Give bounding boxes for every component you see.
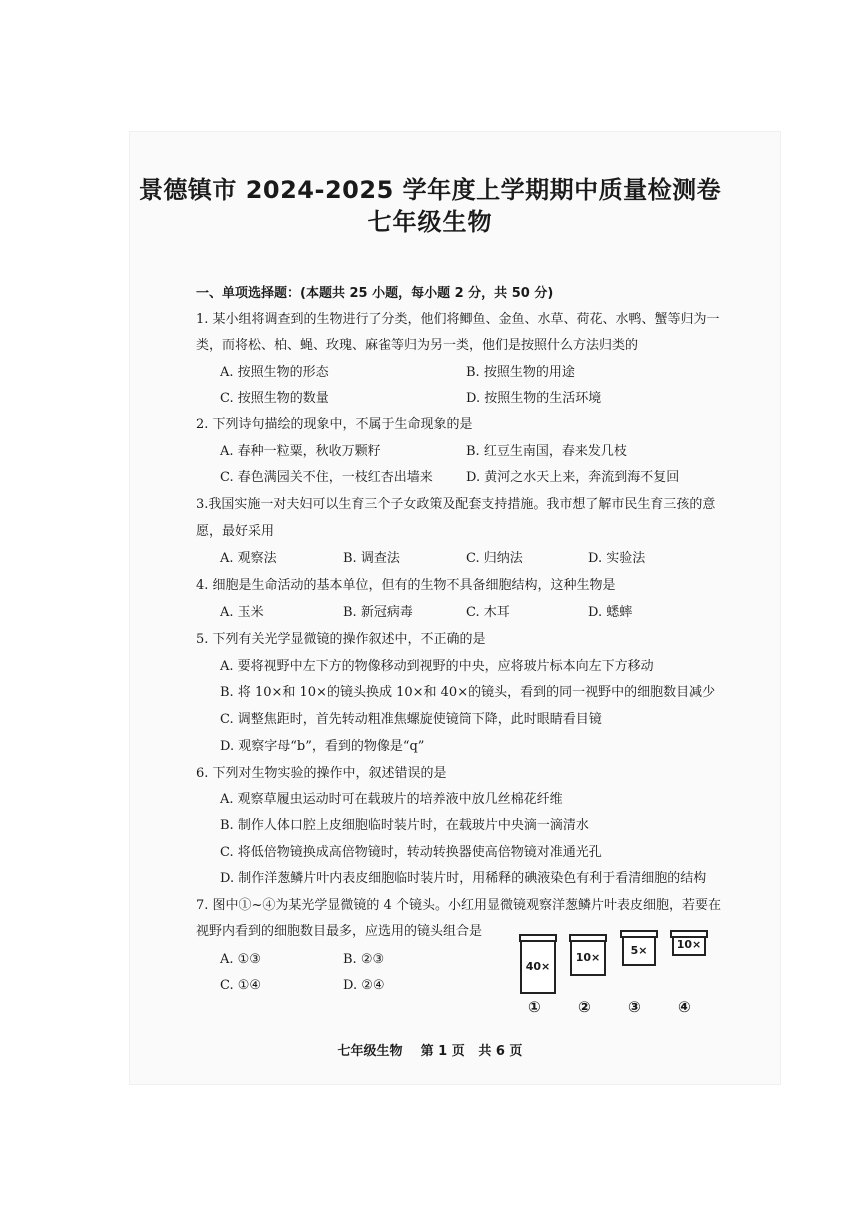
q3-stem-line2: 愿，最好采用 — [196, 524, 275, 539]
q7-option-b: B. ②③ — [343, 952, 385, 967]
objective-lens-2 — [570, 938, 606, 976]
lens-rim — [620, 930, 658, 938]
q7-option-a: A. ①③ — [220, 952, 261, 967]
eyepiece-lens-4 — [672, 934, 706, 956]
q1-option-c: C. 按照生物的数量 — [220, 391, 329, 406]
q7-stem-line2: 视野内看到的细胞数目最多，应选用的镜头组合是 — [196, 924, 483, 939]
q5-option-d: D. 观察字母“b”，看到的物像是“q” — [220, 739, 425, 754]
q2-option-b: B. 红豆生南国，春来发几枝 — [466, 444, 627, 459]
eyepiece-lens-3 — [622, 934, 656, 966]
q2-option-a: A. 春种一粒粟，秋收万颗籽 — [220, 444, 381, 459]
q3-option-d: D. 实验法 — [588, 551, 646, 566]
q1-stem-line2: 类，而将松、柏、蝇、玫瑰、麻雀等归为另一类，他们是按照什么方法归类的 — [196, 338, 639, 353]
q5-option-b: B. 将 10×和 10×的镜头换成 10×和 40×的镜头，看到的同一视野中的细胞数目减少 — [220, 685, 716, 700]
q4-stem: 4. 细胞是生命活动的基本单位，但有的生物不具备细胞结构，这种生物是 — [196, 578, 616, 593]
q3-option-b: B. 调查法 — [343, 551, 400, 566]
q6-option-d: D. 制作洋葱鳞片叶内表皮细胞临时装片时，用稀释的碘液染色有利于看清细胞的结构 — [220, 871, 707, 886]
lens-2-label: 10× — [575, 951, 601, 964]
lens-rim — [519, 934, 557, 942]
objective-lens-1 — [520, 938, 556, 994]
q5-option-c: C. 调整焦距时，首先转动粗准焦螺旋使镜筒下降，此时眼睛看目镜 — [220, 712, 602, 727]
q6-option-b: B. 制作人体口腔上皮细胞临时装片时，在载玻片中央滴一滴清水 — [220, 818, 589, 833]
q1-option-a: A. 按照生物的形态 — [220, 365, 329, 380]
q2-stem: 2. 下列诗句描绘的现象中，不属于生命现象的是 — [196, 417, 473, 432]
q7-option-c: C. ①④ — [220, 978, 262, 993]
q7-stem-line1: 7. 图中①~④为某光学显微镜的 4 个镜头。小红用显微镜观察洋葱鳞片叶表皮细胞，若要在 — [196, 898, 721, 913]
q4-option-c: C. 木耳 — [466, 605, 510, 620]
lens-4-label: 10× — [676, 938, 702, 951]
lens-4-number: ④ — [678, 998, 691, 1016]
q1-stem-line1: 1. 某小组将调查到的生物进行了分类，他们将鲫鱼、金鱼、水草、荷花、水鸭、蟹等归为一 — [196, 312, 720, 327]
section-heading: 一、单项选择题：(本题共 25 小题，每小题 2 分，共 50 分) — [196, 286, 554, 301]
lens-1-label: 40× — [525, 960, 551, 973]
q3-option-a: A. 观察法 — [220, 551, 277, 566]
lens-rim — [670, 930, 708, 938]
lens-2-number: ② — [578, 998, 591, 1016]
q2-option-c: C. 春色满园关不住，一枝红杏出墙来 — [220, 470, 433, 485]
q7-option-d: D. ②④ — [343, 978, 385, 993]
q1-option-b: B. 按照生物的用途 — [466, 365, 575, 380]
q4-option-a: A. 玉米 — [220, 605, 264, 620]
q5-option-a: A. 要将视野中左下方的物像移动到视野的中央，应将玻片标本向左下方移动 — [220, 659, 654, 674]
q4-option-d: D. 蟋蟀 — [588, 605, 633, 620]
lens-figure — [514, 926, 726, 1018]
q4-option-b: B. 新冠病毒 — [343, 605, 413, 620]
page-footer: 七年级生物 第 1 页 共 6 页 — [337, 1044, 523, 1059]
q6-option-a: A. 观察草履虫运动时可在载玻片的培养液中放几丝棉花纤维 — [220, 792, 563, 807]
q3-stem-line1: 3.我国实施一对夫妇可以生育三个子女政策及配套支持措施。我市想了解市民生育三孩的意 — [196, 497, 716, 512]
lens-3-label: 5× — [630, 944, 648, 957]
exam-subtitle: 七年级生物 — [367, 208, 493, 236]
q1-option-d: D. 按照生物的生活环境 — [466, 391, 602, 406]
exam-title: 景德镇市 2024-2025 学年度上学期期中质量检测卷 — [138, 176, 722, 204]
lens-rim — [569, 934, 607, 942]
q2-option-d: D. 黄河之水天上来，奔流到海不复回 — [466, 470, 680, 485]
q5-stem: 5. 下列有关光学显微镜的操作叙述中，不正确的是 — [196, 632, 486, 647]
q6-stem: 6. 下列对生物实验的操作中，叙述错误的是 — [196, 766, 447, 781]
lens-3-number: ③ — [628, 998, 641, 1016]
q6-option-c: C. 将低倍物镜换成高倍物镜时，转动转换器使高倍物镜对准通光孔 — [220, 845, 602, 860]
lens-1-number: ① — [528, 998, 541, 1016]
q3-option-c: C. 归纳法 — [466, 551, 523, 566]
